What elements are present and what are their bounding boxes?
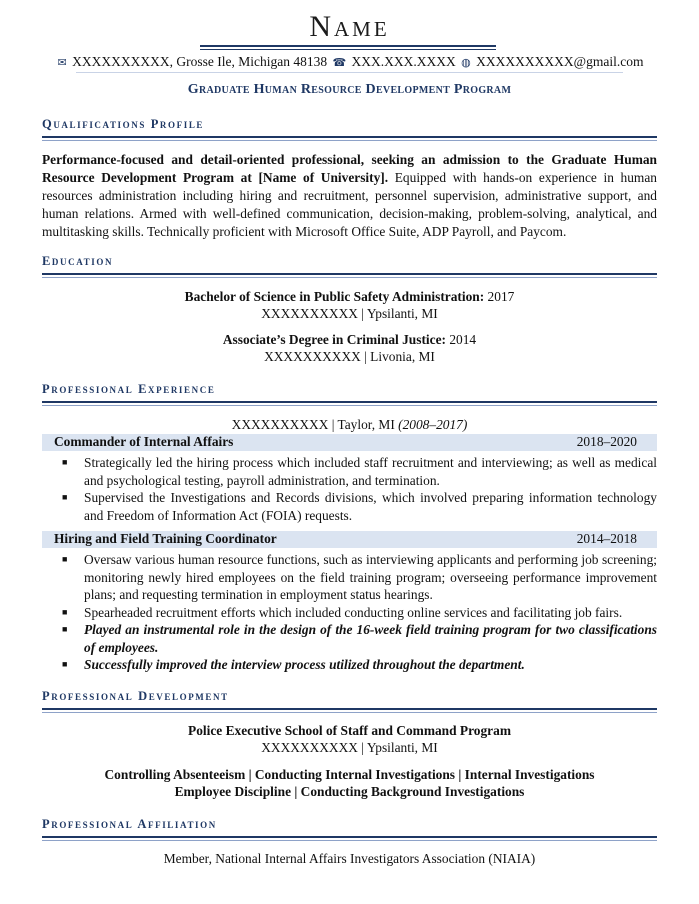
- role-title: Commander of Internal Affairs: [54, 434, 234, 449]
- education-heading: Education: [42, 254, 114, 268]
- phone-icon: ☎: [332, 57, 347, 69]
- bullet-text: Spearheaded recruitment efforts which included conducting online services and facilitating job fairs.: [84, 604, 623, 620]
- development-school: XXXXXXXXXX | Ypsilanti, MI: [261, 740, 438, 755]
- employer-name: XXXXXXXXXX | Taylor, MI: [231, 417, 395, 432]
- contact-divider: [76, 72, 623, 73]
- qualifications-heading: Qualifications Profile: [42, 117, 205, 131]
- education-rule-thin: [42, 277, 657, 278]
- summary-bold: Performance-focused and detail-oriented professional, seeking an admission to the Graduate Human Resource Development Program at [Name of University].: [42, 152, 657, 185]
- education-school-2: XXXXXXXXXX | Livonia, MI: [264, 349, 435, 364]
- qualifications-summary: [42, 151, 657, 241]
- summary-text: Equipped with hands-on experience in human resources administration including hiring and recruitment, personnel supervision, administrative support, and human relations. Armed with well-defined communication, decision-making, problem-solving, analytical, and multitasking skills. Technically proficient with Microsoft Office Suite, ADP Payroll, and Paycom.: [42, 170, 657, 239]
- bullet-text: Played an instrumental role in the design of the 16-week field training program for two classifications of employees.: [84, 622, 657, 655]
- qualifications-rule-thin: [42, 140, 657, 141]
- degree-year: 2014: [446, 332, 477, 347]
- contact-line: [0, 54, 699, 70]
- list-item: [62, 489, 657, 524]
- candidate-name: Name: [309, 10, 390, 43]
- role-title: Hiring and Field Training Coordinator: [54, 531, 277, 546]
- affiliation-heading: Professional Affiliation: [42, 817, 217, 831]
- experience-rule: [42, 401, 657, 403]
- role-dates: 2018–2020: [576, 434, 637, 449]
- contact-phone: XXX.XXX.XXXX: [351, 54, 456, 69]
- name-underline-thin: [200, 49, 496, 50]
- employer-dates: (2008–2017): [398, 417, 468, 432]
- bullet-icon: ■: [62, 554, 68, 564]
- education-degree-2: [0, 332, 699, 348]
- experience-heading: Professional Experience: [42, 382, 216, 396]
- role-header-1: [42, 434, 657, 451]
- development-heading: Professional Development: [42, 689, 229, 703]
- contact-address: XXXXXXXXXX, Grosse Ile, Michigan 48138: [72, 54, 328, 69]
- bullet-icon: ■: [62, 659, 68, 669]
- development-rule: [42, 708, 657, 710]
- list-item: [62, 604, 657, 622]
- name-underline: [200, 45, 496, 47]
- contact-email[interactable]: XXXXXXXXXX@gmail.com: [476, 54, 644, 69]
- qualifications-rule: [42, 136, 657, 138]
- list-item: [62, 656, 657, 674]
- affiliation-text: Member, National Internal Affairs Investigators Association (NIAIA): [163, 851, 536, 866]
- bullet-icon: ■: [62, 606, 68, 617]
- education-school-1: XXXXXXXXXX | Ypsilanti, MI: [261, 306, 438, 321]
- degree-title: Bachelor of Science in Public Safety Administration:: [184, 289, 485, 304]
- envelope-icon: ✉: [57, 57, 67, 69]
- bullet-icon: ■: [62, 492, 68, 502]
- education-degree-1: [0, 289, 699, 305]
- list-item: [62, 454, 657, 489]
- development-rule-thin: [42, 712, 657, 713]
- bullet-text: Oversaw various human resource functions, such as interviewing applicants and performing job screening; monitoring newly hired employees on the field training program; overseeing performance improvement plans; and requesting termination in employment status hearings.: [84, 552, 657, 602]
- development-program: Police Executive School of Staff and Command Program: [188, 723, 511, 738]
- program-title: Graduate Human Resource Development Program: [187, 82, 512, 97]
- development-trainings-1: Controlling Absenteeism | Conducting Internal Investigations | Internal Investigations: [104, 767, 595, 782]
- degree-year: 2017: [484, 289, 515, 304]
- bullet-text: Supervised the Investigations and Records divisions, which involved preparing information technology and Freedom of Information Act (FOIA) requests.: [84, 490, 657, 523]
- experience-rule-thin: [42, 405, 657, 406]
- affiliation-rule-thin: [42, 840, 657, 841]
- bullet-text: Strategically led the hiring process which included staff recruitment and interviewing; as well as medical and psychological testing, payroll administration, and termination.: [84, 455, 657, 488]
- list-item: [62, 621, 657, 656]
- role-header-2: [42, 531, 657, 548]
- affiliation-rule: [42, 836, 657, 838]
- degree-title: Associate’s Degree in Criminal Justice:: [222, 332, 446, 347]
- role-1-bullets: [62, 454, 657, 524]
- bullet-icon: ■: [62, 457, 68, 467]
- education-rule: [42, 273, 657, 275]
- bullet-icon: ■: [62, 624, 68, 634]
- employer-line: [0, 417, 699, 433]
- bullet-text: Successfully improved the interview process utilized throughout the department.: [84, 657, 525, 672]
- globe-icon: ◍: [461, 57, 471, 69]
- list-item: [62, 551, 657, 604]
- role-2-bullets: [62, 551, 657, 674]
- development-trainings-2: Employee Discipline | Conducting Background Investigations: [174, 784, 525, 799]
- role-dates: 2014–2018: [576, 531, 637, 546]
